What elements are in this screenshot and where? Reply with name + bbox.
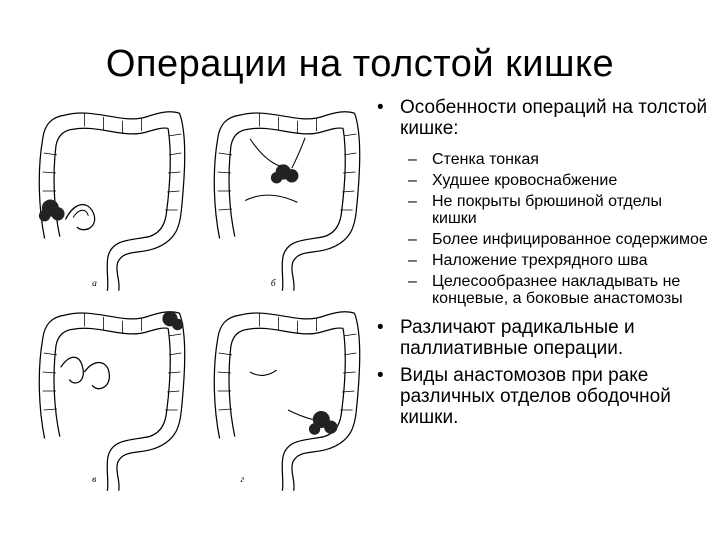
sub-item-text: Не покрыты брюшиной отделы кишки	[432, 193, 662, 227]
diagram-panel-v	[39, 311, 184, 491]
main-bullet-list	[370, 97, 710, 428]
sub-item	[400, 252, 710, 269]
bullet-text: Виды анастомозов при раке различных отделов ободочной кишки.	[400, 365, 671, 428]
sub-item	[400, 231, 710, 248]
sub-item	[400, 193, 710, 227]
page-title: Операции на толстой кишке	[105, 43, 615, 85]
sub-item	[400, 151, 710, 168]
sub-item-text: Стенка тонкая	[432, 151, 539, 168]
panel-label-v: в	[92, 475, 97, 486]
panel-label-g: г	[240, 475, 245, 486]
panel-label-b: б	[270, 279, 276, 289]
bullet-list-column	[370, 97, 710, 434]
dash-icon: –	[408, 193, 417, 210]
diagram-panel-b	[214, 112, 359, 291]
sub-item-text: Целесообразнее накладывать не концевые, а боковые анастомозы	[432, 273, 683, 307]
sub-bullet-list	[400, 151, 710, 307]
sub-item	[400, 172, 710, 189]
bullet-dot-icon: •	[377, 365, 384, 386]
bullet-item-operations	[370, 317, 710, 359]
panel-label-a: а	[92, 279, 97, 289]
bullet-item-features	[370, 97, 710, 307]
dash-icon: –	[408, 151, 417, 168]
bullet-text: Особенности операций на толстой кишке:	[400, 97, 708, 139]
colon-diagrams-svg	[18, 96, 363, 491]
bullet-text: Различают радикальные и паллиативные операции.	[400, 317, 635, 359]
colon-anastomosis-illustration	[18, 96, 363, 491]
dash-icon: –	[408, 273, 417, 290]
dash-icon: –	[408, 172, 417, 189]
bullet-item-anastomoses	[370, 365, 710, 428]
bullet-dot-icon: •	[377, 317, 384, 338]
sub-item-text: Наложение трехрядного шва	[432, 252, 648, 269]
sub-item-text: Более инфицированное содержимое	[432, 231, 708, 248]
diagram-panel-g	[214, 312, 359, 491]
diagram-panel-a	[39, 112, 185, 291]
dash-icon: –	[408, 231, 417, 248]
sub-item	[400, 273, 710, 307]
sub-item-text: Худшее кровоснабжение	[432, 172, 618, 189]
dash-icon: –	[408, 252, 417, 269]
bullet-dot-icon: •	[377, 97, 384, 118]
